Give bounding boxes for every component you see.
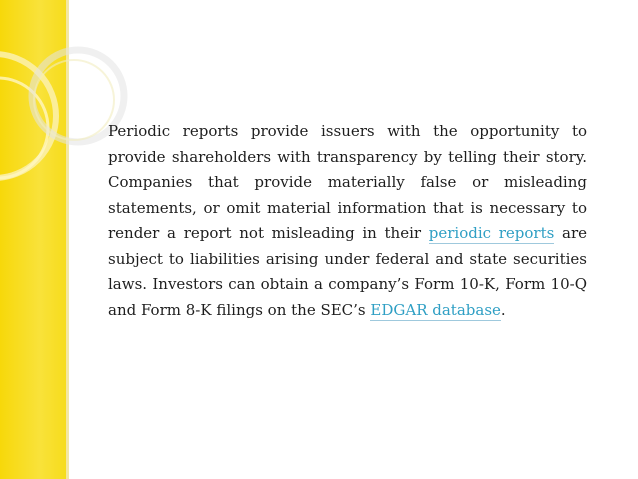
edgar-database-link[interactable]: EDGAR database xyxy=(370,300,501,319)
body-text-part-3: . xyxy=(500,300,506,319)
body-paragraph xyxy=(108,119,587,323)
body-text-part-2: are subject to liabilities arising under federal and state securities laws. Investors can obtain a company’s Form 10-K, Form 10-Q and Form 8-K filings on the SEC’s xyxy=(108,224,588,319)
body-text-part-1: Periodic reports provide issuers with the opportunity to provide shareholders with transparency by telling their story. Companies that provide materially false or misleading statements, or omit material information that is necessary to render a report not misleading in their xyxy=(108,122,587,242)
periodic-reports-link[interactable]: periodic reports xyxy=(428,224,555,242)
